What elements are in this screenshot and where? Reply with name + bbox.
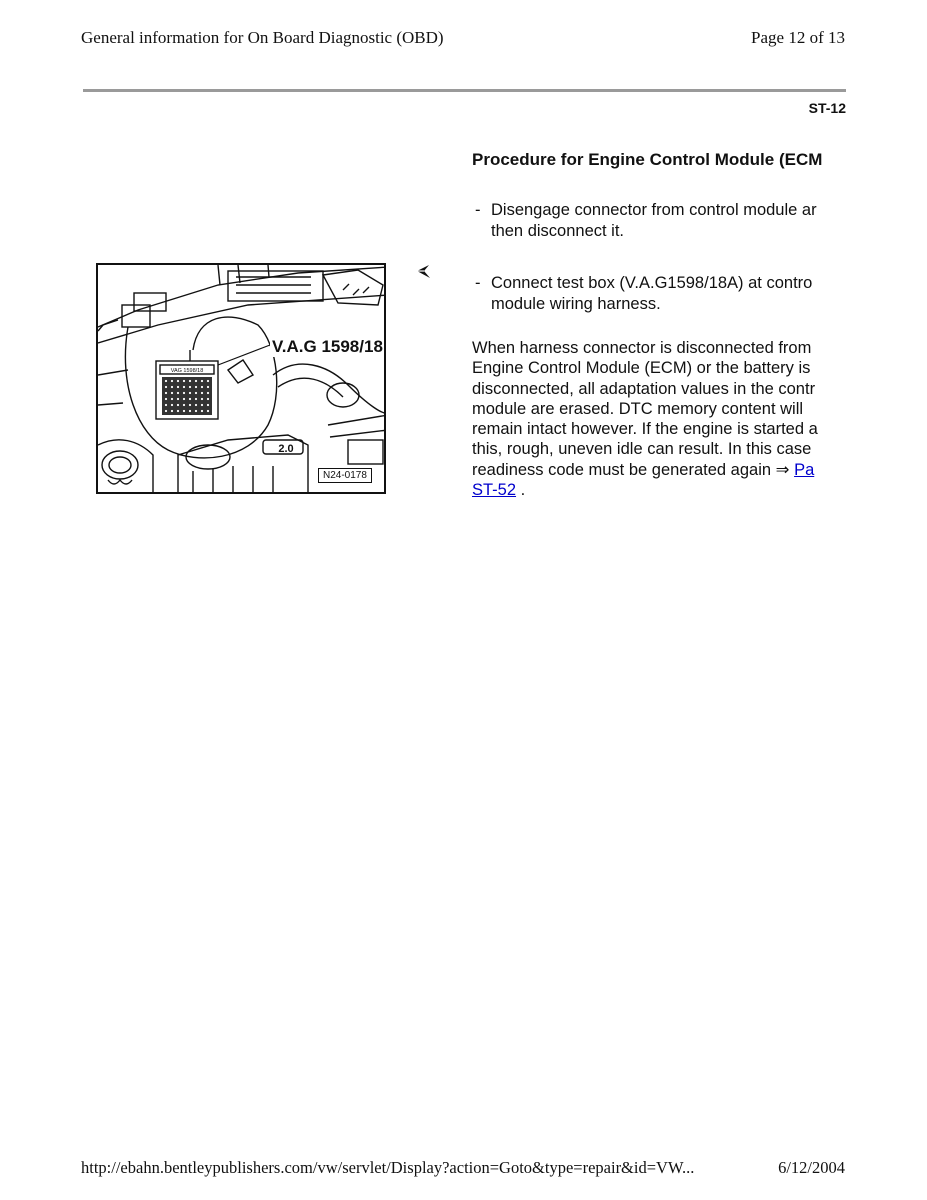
step-text-line: then disconnect it. (491, 222, 624, 240)
step-text-line: module wiring harness. (491, 295, 661, 313)
page-reference-link[interactable]: Pa (794, 460, 815, 479)
note-paragraph (472, 338, 818, 500)
step-text (491, 273, 812, 315)
procedure-heading: Procedure for Engine Control Module (ECM (472, 150, 823, 169)
note-end: . (516, 481, 526, 500)
engine-illustration (96, 263, 386, 494)
note-line: remain intact however. If the engine is started a (472, 420, 818, 439)
step-text-line: Disengage connector from control module ar (491, 201, 817, 219)
header-divider (83, 89, 846, 92)
reference-arrow-icon: ⇒ (775, 460, 790, 479)
footer-url: http://ebahn.bentleypublishers.com/vw/servlet/Display?action=Goto&type=repair&id=VW... (81, 1158, 695, 1177)
figure-reference: N24-0178 (318, 468, 372, 483)
engine-drawing (98, 265, 386, 494)
tool-label: V.A.G 1598/18 (272, 337, 383, 356)
step-text (491, 200, 817, 242)
note-line: Engine Control Module (ECM) or the battery is (472, 359, 811, 378)
engine-badge: 2.0 (278, 443, 294, 455)
header-title: General information for On Board Diagnostic (OBD) (81, 28, 444, 47)
note-line: readiness code must be generated again (472, 460, 772, 479)
step-text-line: Connect test box (V.A.G1598/18A) at contro (491, 274, 813, 292)
note-line: this, rough, uneven idle can result. In this case (472, 440, 812, 459)
step-dash: - (475, 201, 481, 219)
procedure-content (470, 140, 846, 520)
note-line: module are erased. DTC memory content will (472, 399, 804, 418)
page-number: Page 12 of 13 (751, 28, 845, 47)
pointer-arrow-icon (415, 263, 433, 281)
section-code: ST-12 (808, 100, 846, 116)
note-line: When harness connector is disconnected from (472, 339, 812, 357)
test-box-label: VAG 1598/18 (170, 368, 204, 374)
note-line: disconnected, all adaptation values in the contr (472, 379, 816, 398)
step-dash: - (475, 274, 481, 292)
footer-date: 6/12/2004 (778, 1158, 845, 1177)
page-reference-link-continued[interactable]: ST-52 (472, 481, 517, 500)
